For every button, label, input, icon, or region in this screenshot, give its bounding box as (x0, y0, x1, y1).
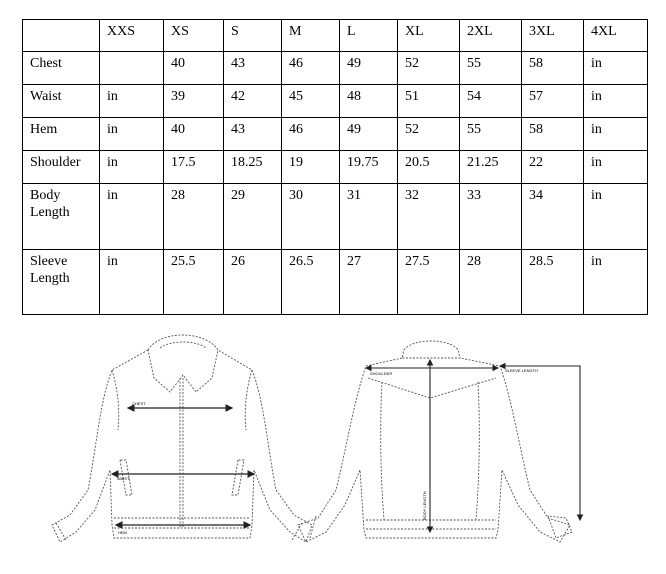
table-row (23, 118, 648, 151)
table-cell: 30 (282, 184, 340, 250)
table-cell: in (584, 250, 648, 315)
table-cell: 40 (164, 52, 224, 85)
table-cell: 57 (522, 85, 584, 118)
table-cell: in (584, 184, 648, 250)
table-cell: in (584, 118, 648, 151)
table-cell: 49 (340, 52, 398, 85)
table-cell: 58 (522, 52, 584, 85)
header-cell: 3XL (522, 20, 584, 52)
shoulder-label: SHOULDER (370, 371, 393, 376)
row-label: Body Length (23, 184, 100, 250)
table-cell: 40 (164, 118, 224, 151)
jacket-measurement-diagram (0, 320, 666, 574)
table-cell: 27 (340, 250, 398, 315)
back-measure-lines (366, 360, 580, 532)
table-cell: 42 (224, 85, 282, 118)
chest-label: CHEST (132, 401, 146, 406)
table-cell: 52 (398, 118, 460, 151)
table-cell: in (100, 184, 164, 250)
table-cell: 18.25 (224, 151, 282, 184)
table-cell: 55 (460, 52, 522, 85)
table-row (23, 184, 648, 250)
row-label: Hem (23, 118, 100, 151)
table-cell: 55 (460, 118, 522, 151)
row-label: Sleeve Length (23, 250, 100, 315)
table-cell: 28 (460, 250, 522, 315)
table-cell: 58 (522, 118, 584, 151)
header-cell: 2XL (460, 20, 522, 52)
table-cell: in (584, 52, 648, 85)
jacket-front (52, 335, 312, 542)
table-cell: 46 (282, 52, 340, 85)
table-row (23, 52, 648, 85)
table-cell: 34 (522, 184, 584, 250)
table-cell: in (584, 85, 648, 118)
table-cell: 31 (340, 184, 398, 250)
sleeve-length-label: SLEEVE LENGTH (505, 368, 538, 373)
table-cell: in (100, 85, 164, 118)
row-label: Waist (23, 85, 100, 118)
table-cell: 51 (398, 85, 460, 118)
header-cell: XS (164, 20, 224, 52)
table-cell: 21.25 (460, 151, 522, 184)
table-cell: 52 (398, 52, 460, 85)
table-cell: 43 (224, 52, 282, 85)
table-cell: 39 (164, 85, 224, 118)
table-cell: 49 (340, 118, 398, 151)
table-cell: in (584, 151, 648, 184)
table-cell: in (100, 118, 164, 151)
table-cell: 28.5 (522, 250, 584, 315)
table-cell: 26 (224, 250, 282, 315)
table-cell: 46 (282, 118, 340, 151)
header-cell: M (282, 20, 340, 52)
table-cell: in (100, 250, 164, 315)
table-row (23, 151, 648, 184)
table-cell: 19 (282, 151, 340, 184)
header-cell: XXS (100, 20, 164, 52)
table-cell: 22 (522, 151, 584, 184)
header-cell: 4XL (584, 20, 648, 52)
header-cell (23, 20, 100, 52)
row-label: Shoulder (23, 151, 100, 184)
table-cell: 45 (282, 85, 340, 118)
body-length-label: BODY LENGTH (422, 491, 427, 520)
header-cell: S (224, 20, 282, 52)
table-cell: in (100, 151, 164, 184)
table-cell: 19.75 (340, 151, 398, 184)
table-cell: 25.5 (164, 250, 224, 315)
hem-label: HEM (118, 530, 127, 535)
table-cell: 29 (224, 184, 282, 250)
table-cell: 27.5 (398, 250, 460, 315)
table-row (23, 85, 648, 118)
table-cell: 33 (460, 184, 522, 250)
waist-label: WAIST (117, 476, 130, 481)
size-chart-table (22, 19, 648, 315)
table-cell: 28 (164, 184, 224, 250)
table-cell: 26.5 (282, 250, 340, 315)
table-cell (100, 52, 164, 85)
table-cell: 20.5 (398, 151, 460, 184)
table-cell: 48 (340, 85, 398, 118)
table-row (23, 250, 648, 315)
table-cell: 17.5 (164, 151, 224, 184)
header-cell: XL (398, 20, 460, 52)
header-row (23, 20, 648, 52)
table-cell: 43 (224, 118, 282, 151)
table-cell: 32 (398, 184, 460, 250)
row-label: Chest (23, 52, 100, 85)
header-cell: L (340, 20, 398, 52)
table-cell: 54 (460, 85, 522, 118)
